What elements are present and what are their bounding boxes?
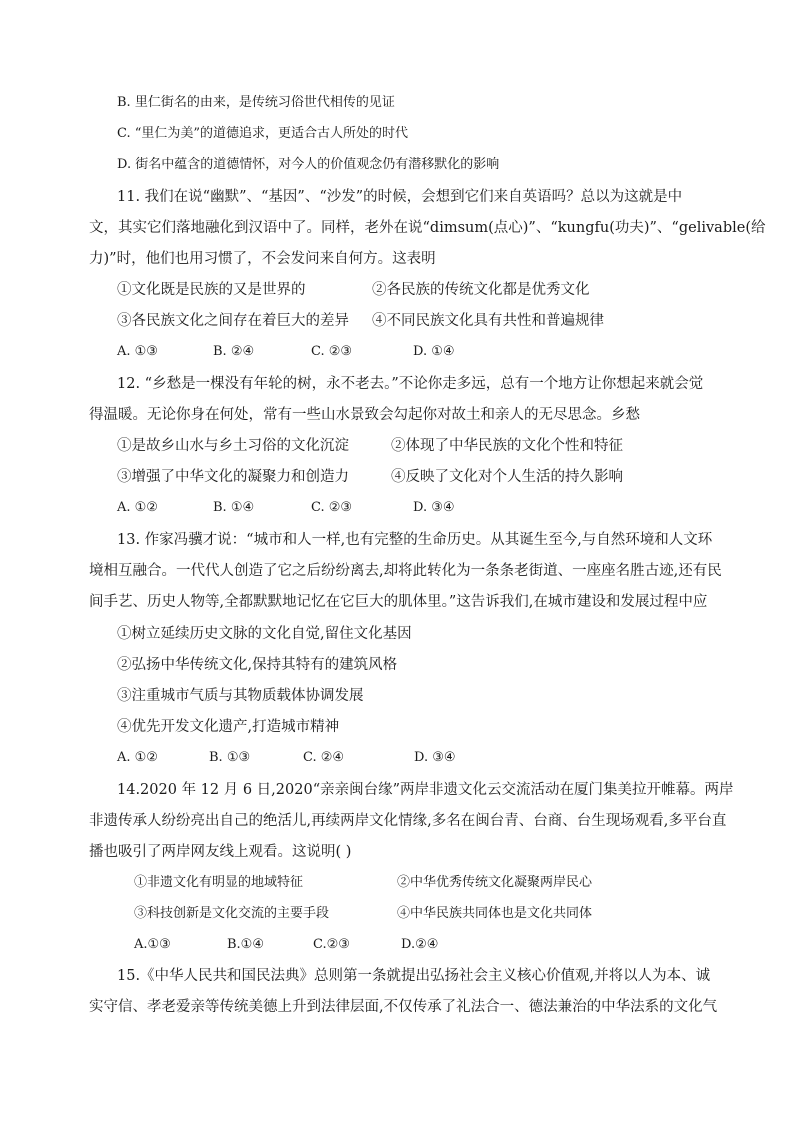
statement-4-q13: ④优先开发文化遗产,打造城市精神: [117, 719, 340, 735]
option-a-q12: A. ①②: [117, 500, 158, 515]
option-c-q10: C. “里仁为美”的道德追求，更适合古人所处的时代: [117, 126, 409, 141]
question-13-text-line-3: 间手艺、历史人物等,全都默默地记忆在它巨大的肌体里。”这告诉我们,在城市建设和发展过程中应: [89, 594, 708, 610]
option-d-q14: D.②④: [401, 937, 439, 952]
option-c-q14: C.②③: [313, 937, 350, 952]
question-11-text-line-1: 11. 我们在说“幽默”、“基因”、“沙发”的时候，会想到它们来自英语吗？总以为这就是中: [117, 189, 683, 205]
statement-4-q12: ④反映了文化对个人生活的持久影响: [391, 469, 623, 485]
option-d-q11: D. ①④: [413, 344, 455, 359]
statement-2-q13: ②弘扬中华传统文化,保持其特有的建筑风格: [117, 657, 398, 673]
question-13-text-line-1: 13. 作家冯骥才说：“城市和人一样,也有完整的生命历史。从其诞生至今,与自然环境和人文环: [117, 532, 713, 548]
option-b-q13: B. ①③: [209, 750, 251, 765]
statement-1-q12: ①是故乡山水与乡土习俗的文化沉淀: [117, 438, 349, 454]
option-a-q11: A. ①③: [117, 344, 158, 359]
option-c-q12: C. ②③: [311, 500, 353, 515]
statement-2-q11: ②各民族的传统文化都是优秀文化: [372, 282, 590, 298]
statement-4-q11: ④不同民族文化具有共性和普遍规律: [372, 313, 604, 329]
statement-1-q11: ①文化既是民族的又是世界的: [117, 282, 306, 298]
statement-2-q14: ②中华优秀传统文化凝聚两岸民心: [397, 875, 593, 890]
question-11-text-line-2: 文，其实它们落地融化到汉语中了。同样，老外在说“dimsum(点心)”、“kungfu(功夫)”、“gelivable(给: [89, 220, 766, 236]
statement-3-q13: ③注重城市气质与其物质载体协调发展: [117, 688, 364, 704]
question-15-text-line-2: 实守信、孝老爱亲等传统美德上升到法律层面,不仅传承了礼法合一、德法兼治的中华法系的文化气: [89, 999, 718, 1015]
option-c-q11: C. ②③: [311, 344, 353, 359]
question-14-text-line-2: 非遗传承人纷纷亮出自己的绝活儿,再续两岸文化情缘,多名在闽台青、台商、台生现场观看,多平台直: [89, 813, 727, 829]
option-b-q14: B.①④: [227, 937, 264, 952]
question-11-text-line-3: 力)”时，他们也用习惯了，不会发问来自何方。这表明: [89, 251, 436, 267]
question-14-text-line-3: 播也吸引了两岸网友线上观看。这说明( ): [89, 844, 352, 860]
question-12-text-line-2: 得温暖。无论你身在何处，常有一些山水景致会勾起你对故土和亲人的无尽思念。乡愁: [89, 407, 640, 423]
statement-2-q12: ②体现了中华民族的文化个性和特征: [391, 438, 623, 454]
statement-1-q14: ①非遗文化有明显的地域特征: [134, 875, 304, 890]
statement-3-q12: ③增强了中华文化的凝聚力和创造力: [117, 469, 349, 485]
question-12-text-line-1: 12. “乡愁是一棵没有年轮的树，永不老去。”不论你走多远，总有一个地方让你想起来就会觉: [117, 376, 704, 392]
option-c-q13: C. ②④: [303, 750, 345, 765]
option-d-q13: D. ③④: [414, 750, 456, 765]
statement-1-q13: ①树立延续历史文脉的文化自觉,留住文化基因: [117, 626, 412, 642]
question-15-text-line-1: 15.《中华人民共和国民法典》总则第一条就提出弘扬社会主义核心价值观,并将以人为本、诚: [117, 968, 711, 984]
question-14-text-line-1: 14.2020 年 12 月 6 日,2020“亲亲闽台缘”两岸非遗文化云交流活动在厦门集美拉开帷幕。两岸: [117, 782, 734, 798]
statement-4-q14: ④中华民族共同体也是文化共同体: [397, 906, 593, 921]
statement-3-q14: ③科技创新是文化交流的主要手段: [134, 906, 330, 921]
option-d-q10: D. 街名中蕴含的道德情怀，对今人的价值观念仍有潜移默化的影响: [117, 157, 500, 172]
statement-3-q11: ③各民族文化之间存在着巨大的差异: [117, 313, 349, 329]
option-a-q14: A.①③: [134, 937, 171, 952]
option-b-q12: B. ①④: [213, 500, 255, 515]
option-a-q13: A. ①②: [117, 750, 158, 765]
option-b-q11: B. ②④: [213, 344, 255, 359]
option-d-q12: D. ③④: [413, 500, 455, 515]
option-b-q10: B. 里仁街名的由来，是传统习俗世代相传的见证: [117, 95, 395, 110]
question-13-text-line-2: 境相互融合。一代代人创造了它之后纷纷离去,却将此转化为一条条老街道、一座座名胜古迹,还有民: [89, 563, 722, 579]
